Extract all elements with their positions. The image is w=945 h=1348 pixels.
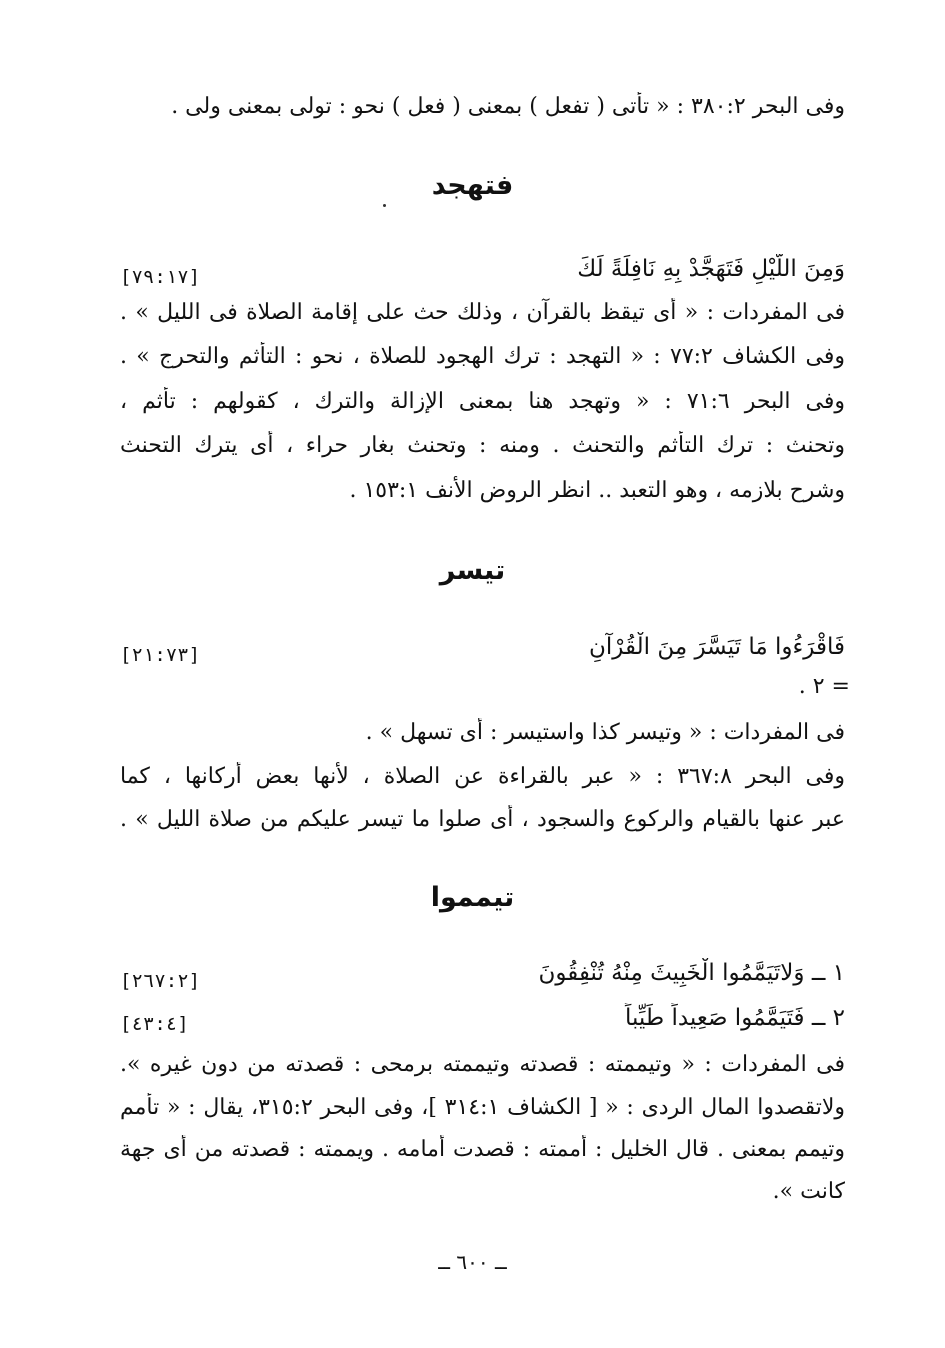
verse-text: فَاقْرَءُوا مَا تَيَسَّرَ مِنَ الْقُرْآنِ (589, 634, 845, 660)
paragraph-line: كانت ». (772, 1179, 845, 1204)
section-heading-tahajjud: فتهجد (431, 170, 514, 201)
section-heading-tayassar: تيسر (439, 555, 506, 586)
paragraph-line: وفى البحر ٧١:٦ : « وتهجد هنا بمعنى الإزالة والترك ، كقولهم : تأثم ، (120, 389, 845, 414)
page-number: ــ ٦٠٠ ــ (438, 1250, 507, 1274)
section-heading-tayammamu: تيمموا (430, 882, 515, 913)
paragraph-line: فى المفردات : « وتيممته : قصدته وتيممته برمحى : قصدته من دون غيره ». (120, 1052, 845, 1077)
paragraph-line: وتيمم بمعنى . قال الخليل : أممته : قصدت أمامه . ويممته : قصدته من أى جهة (120, 1137, 845, 1162)
intro-line: وفى البحر ٣٨٠:٢ : « تأتى ( تفعل ) بمعنى ( فعل ) نحو : تولى بمعنى ولى . (171, 94, 845, 119)
print-speck (383, 204, 386, 207)
paragraph-line: عبر عنها بالقيام والركوع والسجود ، أى صلوا ما تيسر عليكم من صلاة الليل » . (120, 807, 845, 832)
paragraph-line: وشرح بلازمه ، وهو التعبد .. انظر الروض الأنف ١٥٣:١ . (349, 478, 845, 503)
verse-text: ١ ــ وَلاتَيَمَّمُوا الْخَبِيثَ مِنْهُ تُنْفِقُونَ (538, 960, 845, 986)
verse-text: وَمِنَ اللَّيْلِ فَتَهَجَّدْ بِهِ نَافِلَةً لَكَ (577, 256, 845, 282)
paragraph-line: فى المفردات : « وتيسر كذا واستيسر : أى تسهل » . (365, 720, 845, 745)
paragraph-line: ولاتقصدوا المال الردى : « [ الكشاف ٣١٤:١ ]، وفى البحر ٣١٥:٢، يقال : « تأمم (120, 1095, 845, 1120)
paragraph-line: فى المفردات : « أى تيقظ بالقرآن ، وذلك حث على إقامة الصلاة فى الليل » . (120, 300, 845, 325)
cross-reference-note: = ٢ . (798, 674, 850, 699)
verse-text: ٢ ــ فَتَيَمَّمُوا صَعِيداً طَيِّباً (624, 1005, 845, 1031)
verse-reference: [٧٩:١٧] (120, 266, 201, 288)
verse-reference: [٢٦٧:٢] (120, 970, 201, 992)
paragraph-line: وفى الكشاف ٧٧:٢ : « التهجد : ترك الهجود للصلاة ، نحو : التأثم والتحرج » . (120, 344, 845, 369)
paragraph-line: وتحنث : ترك التأثم والتحنث . ومنه : وتحنث بغار حراء ، أى يترك التحنث (120, 433, 845, 458)
verse-reference: [٤٣:٤] (120, 1013, 189, 1035)
verse-reference: [٢١:٧٣] (120, 644, 201, 666)
paragraph-line: وفى البحر ٣٦٧:٨ : « عبر بالقراءة عن الصلاة ، لأنها بعض أركانها ، كما (120, 764, 845, 789)
